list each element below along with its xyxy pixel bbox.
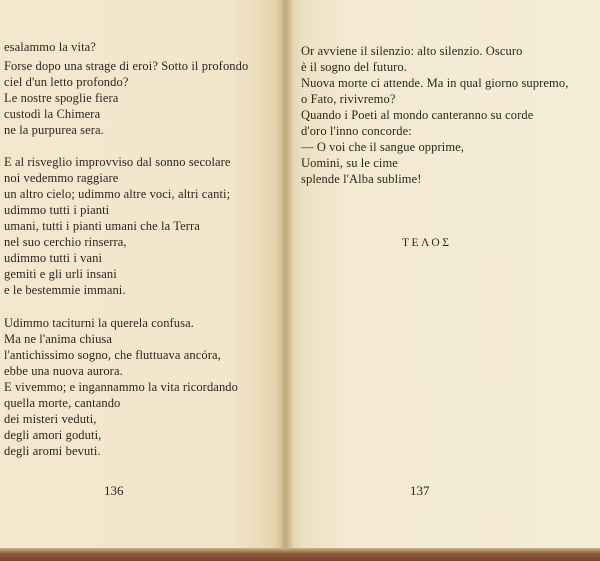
poem-line: Quando i Poeti al mondo canteranno su corde xyxy=(301,108,534,122)
book-gutter xyxy=(278,0,294,553)
page-number-left: 136 xyxy=(104,483,124,498)
poem-line: E vivemmo; e ingannammo la vita ricordando xyxy=(4,380,238,394)
poem-line: e le bestemmie immani. xyxy=(4,283,126,297)
poem-line: umani, tutti i pianti umani che la Terra xyxy=(4,219,200,233)
poem-line: noi vedemmo raggiare xyxy=(4,171,119,185)
poem-line: esalammo la vita? xyxy=(4,40,96,54)
poem-line: Uomini, su le cime xyxy=(301,156,398,170)
poem-line: d'oro l'inno concorde: xyxy=(301,124,412,138)
page-number-right: 137 xyxy=(410,483,430,498)
poem-line: Nuova morte ci attende. Ma in qual giorno supremo, xyxy=(301,76,569,90)
poem-line: o Fato, rivivremo? xyxy=(301,92,396,106)
poem-line: degli aromi bevuti. xyxy=(4,444,101,458)
poem-line: ciel d'un letto profondo? xyxy=(4,75,129,89)
poem-line: è il sogno del futuro. xyxy=(301,60,408,74)
poem-line: nel suo cerchio rinserra, xyxy=(4,235,127,249)
book-edge xyxy=(0,548,600,561)
poem-line: — O voi che il sangue opprime, xyxy=(301,140,465,154)
poem-line: udimmo tutti i vani xyxy=(4,251,103,265)
poem-line: Ma ne l'anima chiusa xyxy=(4,332,113,346)
poem-line: Or avviene il silenzio: alto silenzio. Oscuro xyxy=(301,44,523,58)
poem-line: E al risveglio improvviso dal sonno secolare xyxy=(4,155,231,169)
left-page xyxy=(0,0,286,553)
poem-line: dei misteri veduti, xyxy=(4,412,97,426)
closing-word: ΤΕΛΟΣ xyxy=(402,237,452,249)
poem-line: gemiti e gli urli insani xyxy=(4,267,117,281)
poem-line: ebbe una nuova aurora. xyxy=(4,364,123,378)
poem-line: custodì la Chimera xyxy=(4,107,101,121)
right-page xyxy=(286,0,600,553)
poem-line: Forse dopo una strage di eroi? Sotto il profondo xyxy=(4,59,249,73)
poem-line: quella morte, cantando xyxy=(4,396,121,410)
poem-line: udimmo tutti i pianti xyxy=(4,203,110,217)
poem-line: splende l'Alba sublime! xyxy=(301,172,422,186)
poem-line: l'antichissimo sogno, che fluttuava ancóra, xyxy=(4,348,221,362)
poem-line: Udimmo taciturni la querela confusa. xyxy=(4,316,194,330)
poem-line: degli amori goduti, xyxy=(4,428,102,442)
poem-line: Le nostre spoglie fiera xyxy=(4,91,119,105)
poem-line: un altro cielo; udimmo altre voci, altri canti; xyxy=(4,187,231,201)
poem-line: ne la purpurea sera. xyxy=(4,123,104,137)
